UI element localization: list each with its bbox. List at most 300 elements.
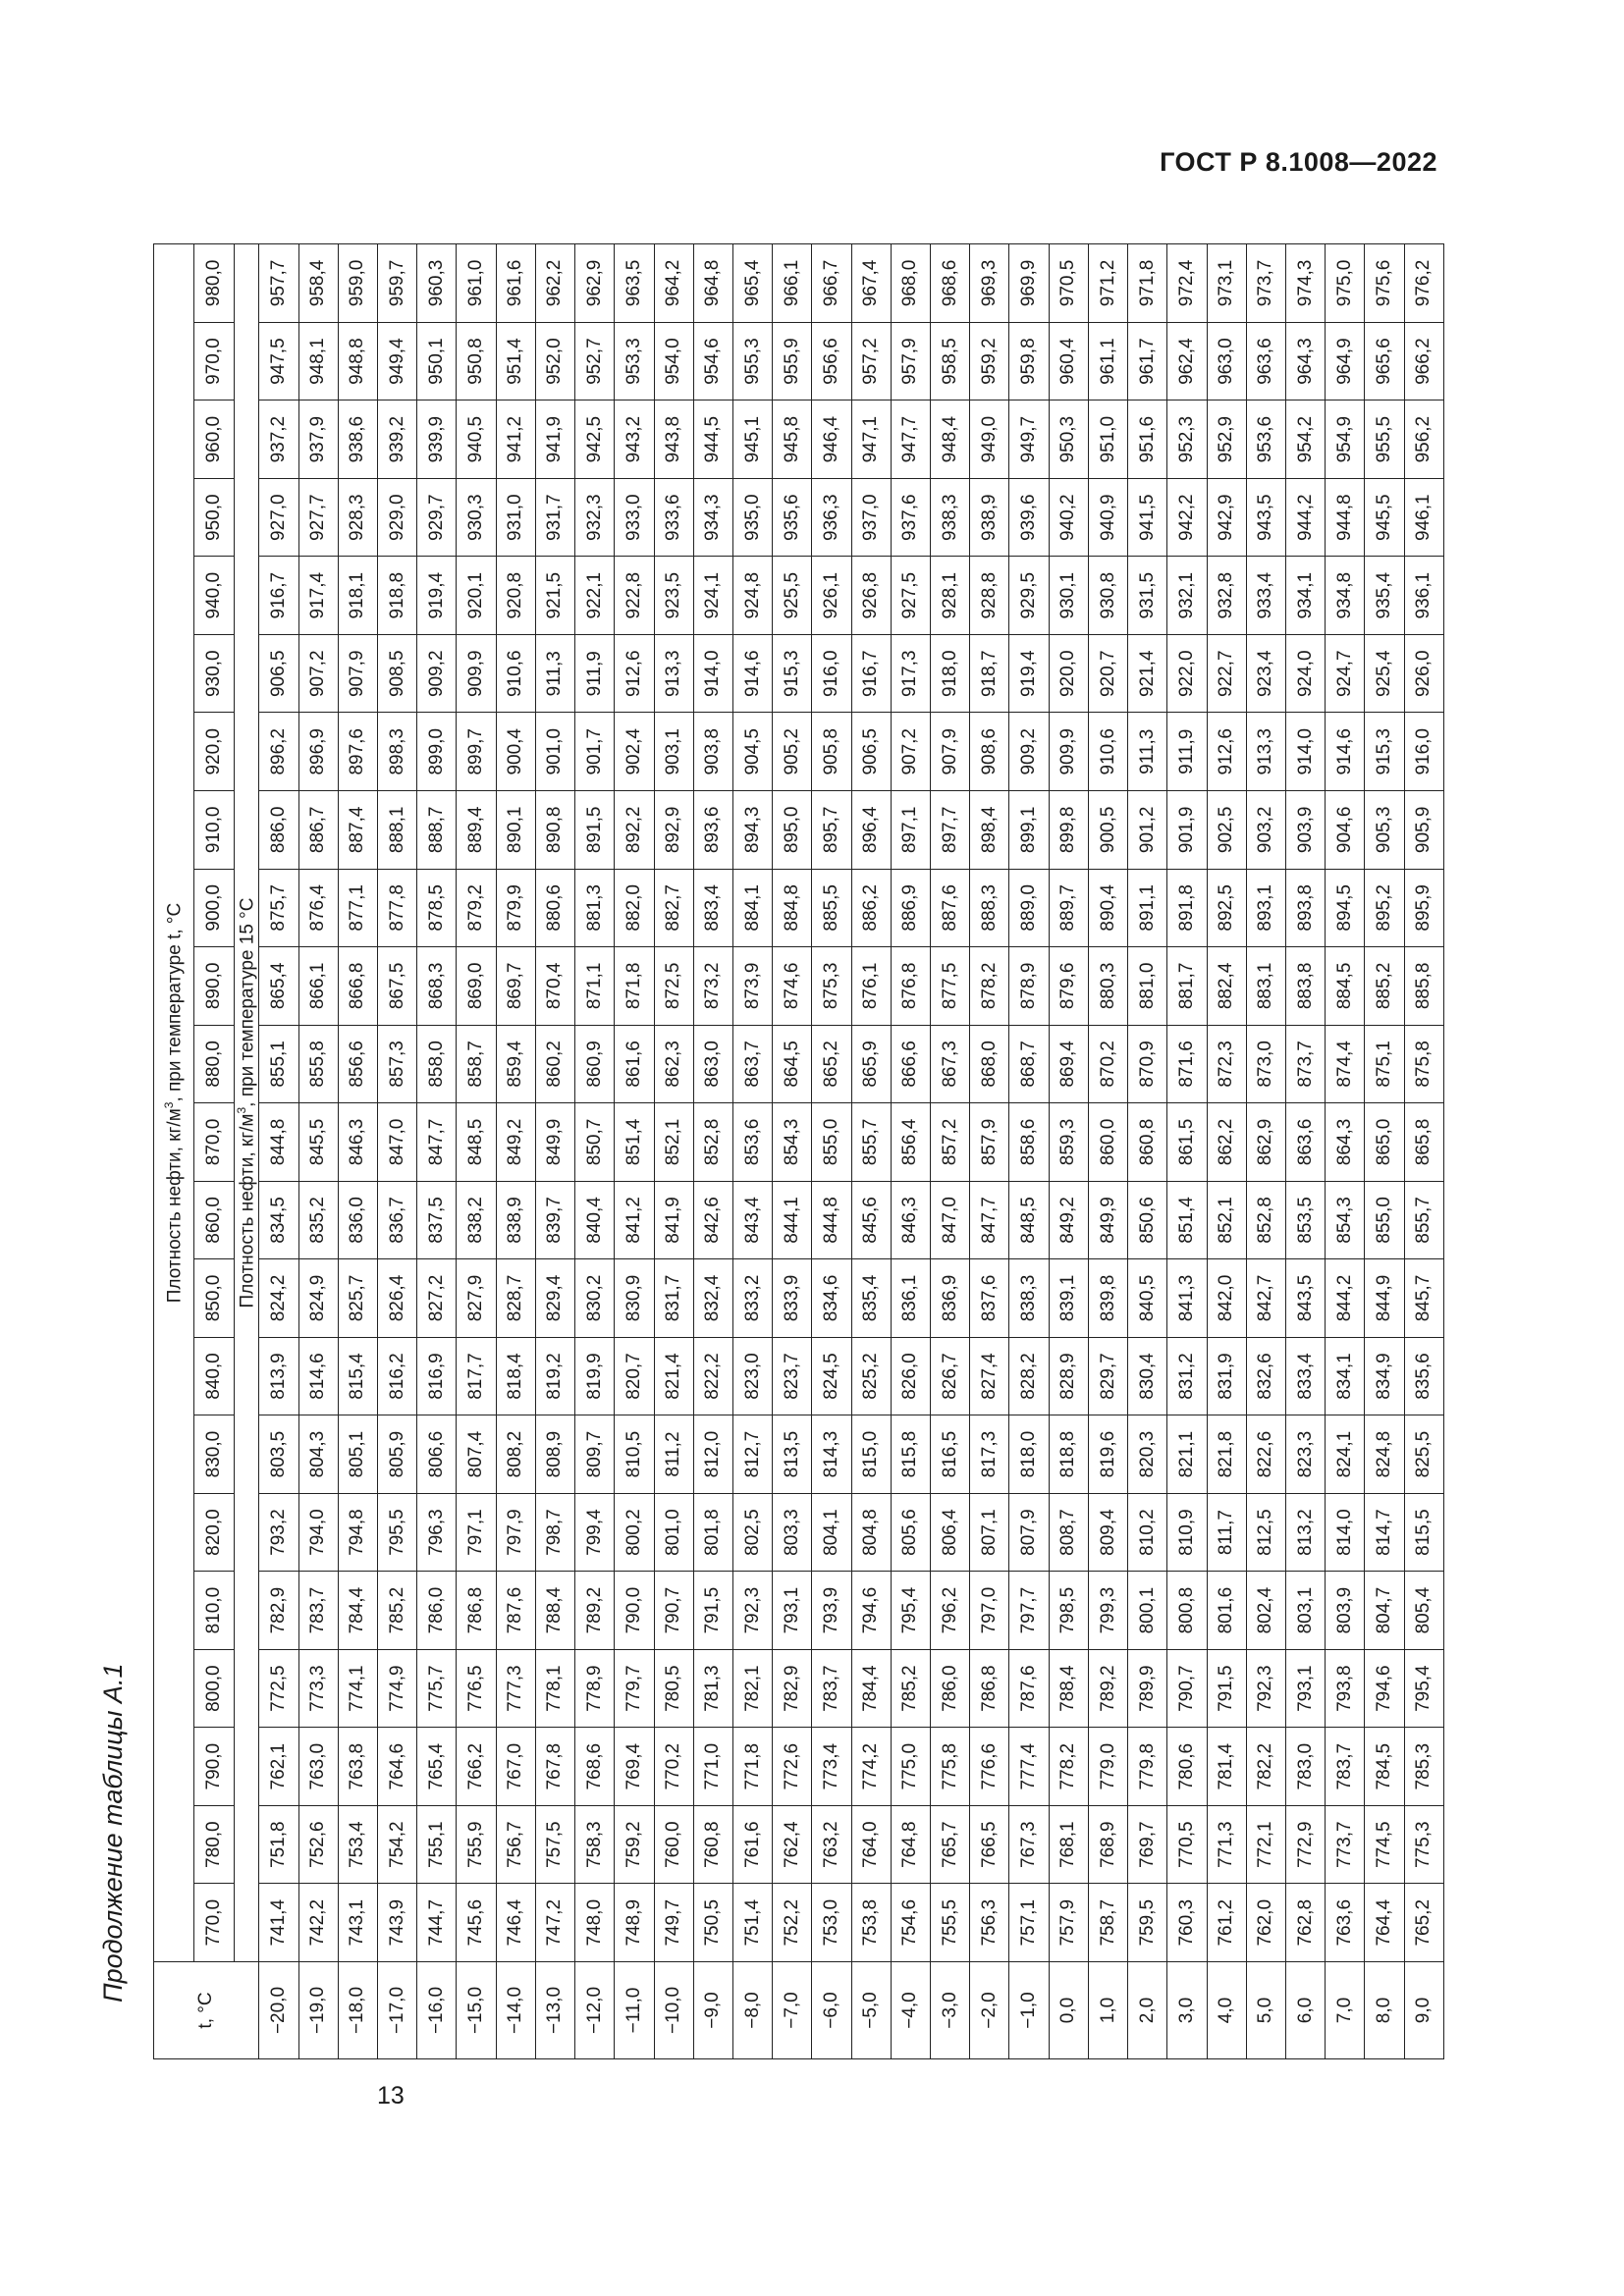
density-cell: 825,2 [851,1337,891,1415]
density-cell: 937,6 [891,478,930,557]
density-cell: 897,1 [891,791,930,870]
density-cell: 818,0 [1009,1415,1049,1494]
density-cell: 918,7 [970,634,1009,713]
density-cell: 804,7 [1365,1572,1404,1650]
density-cell: 819,2 [535,1337,574,1415]
density-cell: 942,2 [1167,478,1207,557]
density-cell: 828,9 [1049,1337,1088,1415]
density-cell: 805,6 [891,1493,930,1572]
density-column-header: 930,0 [194,634,235,713]
density-cell: 942,5 [575,400,615,479]
density-cell: 827,9 [457,1259,496,1338]
density-cell: 970,5 [1049,244,1088,323]
density-cell: 900,5 [1088,791,1127,870]
density-cell: 844,8 [259,1103,298,1182]
density-cell: 901,7 [575,713,615,791]
table-row [1246,244,1285,2059]
density-cell: 913,3 [1246,713,1285,791]
density-cell: 886,9 [891,869,930,947]
density-cell: 844,8 [812,1181,851,1259]
density-cell: 821,1 [1167,1415,1207,1494]
table-row [812,244,851,2059]
table-row [654,244,693,2059]
density-cell: 849,2 [1049,1181,1088,1259]
density-cell: 961,0 [457,244,496,323]
density-cell: 767,3 [1009,1805,1049,1884]
density-cell: 853,5 [1286,1181,1326,1259]
density-cell: 878,5 [417,869,457,947]
density-cell: 797,9 [496,1493,535,1572]
density-cell: 856,4 [891,1103,930,1182]
density-column-header: 770,0 [194,1884,235,1962]
density-cell: 806,4 [931,1493,970,1572]
density-cell: 924,7 [1326,634,1365,713]
density-cell: 905,3 [1365,791,1404,870]
density-cell: 951,4 [496,322,535,400]
density-cell: 968,6 [931,244,970,323]
density-cell: 866,1 [298,947,338,1026]
density-cell: 939,9 [417,400,457,479]
density-cell: 919,4 [417,557,457,635]
density-cell: 819,9 [575,1337,615,1415]
density-cell: 821,4 [654,1337,693,1415]
density-cell: 801,6 [1207,1572,1246,1650]
density-cell: 849,2 [496,1103,535,1182]
density-cell: 932,8 [1207,557,1246,635]
density-cell: 934,3 [693,478,732,557]
density-cell: 887,4 [338,791,377,870]
density-cell: 743,9 [377,1884,416,1962]
density-cell: 751,8 [259,1805,298,1884]
density-cell: 816,2 [377,1337,416,1415]
temperature-cell: 9,0 [1404,1962,1443,2059]
density-cell: 918,0 [931,634,970,713]
density-cell: 788,4 [535,1572,574,1650]
density-cell: 890,1 [496,791,535,870]
density-cell: 947,1 [851,400,891,479]
density-cell: 763,8 [338,1728,377,1806]
density-cell: 760,0 [654,1805,693,1884]
density-cell: 947,5 [259,322,298,400]
density-cell: 770,2 [654,1728,693,1806]
density-cell: 924,8 [732,557,772,635]
density-cell: 748,0 [575,1884,615,1962]
density-cell: 940,9 [1088,478,1127,557]
density-cell: 783,7 [812,1649,851,1728]
density-cell: 858,6 [1009,1103,1049,1182]
density-cell: 937,9 [298,400,338,479]
density-cell: 773,3 [298,1649,338,1728]
density-cell: 907,9 [338,634,377,713]
density-cell: 881,7 [1167,947,1207,1026]
density-cell: 780,5 [654,1649,693,1728]
density-cell: 933,0 [615,478,654,557]
density-cell: 940,5 [457,400,496,479]
table-row [693,244,732,2059]
density-cell: 877,5 [931,947,970,1026]
density-cell: 931,7 [535,478,574,557]
density-cell: 952,9 [1207,400,1246,479]
temperature-cell: −5,0 [851,1962,891,2059]
density-cell: 790,0 [615,1572,654,1650]
density-cell: 752,6 [298,1805,338,1884]
density-cell: 941,2 [496,400,535,479]
density-cell: 756,7 [496,1805,535,1884]
density-cell: 934,8 [1326,557,1365,635]
density-cell: 812,5 [1246,1493,1285,1572]
density-cell: 807,4 [457,1415,496,1494]
density-cell: 743,1 [338,1884,377,1962]
density-cell: 794,8 [338,1493,377,1572]
density-cell: 893,8 [1286,869,1326,947]
density-cell: 906,5 [259,634,298,713]
density-cell: 890,8 [535,791,574,870]
density-cell: 848,5 [1009,1181,1049,1259]
density-cell: 756,3 [970,1884,1009,1962]
density-cell: 817,3 [970,1415,1009,1494]
density-cell: 865,9 [851,1025,891,1103]
density-cell: 807,1 [970,1493,1009,1572]
density-cell: 898,4 [970,791,1009,870]
density-cell: 742,2 [298,1884,338,1962]
density-cell: 878,2 [970,947,1009,1026]
density-cell: 907,2 [298,634,338,713]
density-cell: 872,3 [1207,1025,1246,1103]
density-cell: 830,2 [575,1259,615,1338]
density-cell: 763,2 [812,1805,851,1884]
table-row [1207,244,1246,2059]
density-cell: 953,3 [615,322,654,400]
density-cell: 766,2 [457,1728,496,1806]
density-cell: 799,4 [575,1493,615,1572]
density-cell: 899,0 [417,713,457,791]
density-column-header: 980,0 [194,244,235,323]
density-cell: 825,7 [338,1259,377,1338]
density-column-header: 880,0 [194,1025,235,1103]
density-cell: 902,4 [615,713,654,791]
density-cell: 852,1 [654,1103,693,1182]
density-cell: 789,9 [1128,1649,1167,1728]
density-column-header: 910,0 [194,791,235,870]
density-cell: 769,4 [615,1728,654,1806]
density-cell: 868,0 [970,1025,1009,1103]
table-row [1009,244,1049,2059]
density-cell: 872,5 [654,947,693,1026]
density-column-header: 860,0 [194,1181,235,1259]
density-cell: 885,5 [812,869,851,947]
density-cell: 897,7 [931,791,970,870]
density-cell: 930,8 [1088,557,1127,635]
density-cell: 804,1 [812,1493,851,1572]
density-cell: 801,0 [654,1493,693,1572]
density-cell: 963,6 [1246,322,1285,400]
density-cell: 938,6 [338,400,377,479]
density-cell: 878,9 [1009,947,1049,1026]
table-row [496,244,535,2059]
density-cell: 798,5 [1049,1572,1088,1650]
density-cell: 966,2 [1404,322,1443,400]
temperature-cell: 8,0 [1365,1962,1404,2059]
density-cell: 788,4 [1049,1649,1088,1728]
density-cell: 954,0 [654,322,693,400]
density-cell: 904,5 [732,713,772,791]
density-cell: 841,2 [615,1181,654,1259]
density-cell: 758,3 [575,1805,615,1884]
density-cell: 957,2 [851,322,891,400]
density-cell: 945,8 [773,400,812,479]
density-cell: 964,9 [1326,322,1365,400]
density-cell: 973,7 [1246,244,1285,323]
density-cell: 961,7 [1128,322,1167,400]
density-cell: 862,3 [654,1025,693,1103]
density-cell: 928,1 [931,557,970,635]
density-cell: 795,4 [1404,1649,1443,1728]
density-column-header: 920,0 [194,713,235,791]
density-cell: 849,9 [535,1103,574,1182]
density-cell: 784,4 [851,1649,891,1728]
density-cell: 884,1 [732,869,772,947]
density-cell: 914,0 [693,634,732,713]
density-cell: 905,8 [812,713,851,791]
density-cell: 813,2 [1286,1493,1326,1572]
density-cell: 783,7 [298,1572,338,1650]
density-cell: 923,4 [1246,634,1285,713]
density-cell: 808,9 [535,1415,574,1494]
density-cell: 941,5 [1128,478,1167,557]
document-code: ГОСТ Р 8.1008—2022 [1160,147,1437,177]
density-cell: 949,4 [377,322,416,400]
density-cell: 763,0 [298,1728,338,1806]
density-cell: 866,8 [338,947,377,1026]
table-row [891,244,930,2059]
density-cell: 920,8 [496,557,535,635]
density-cell: 858,7 [457,1025,496,1103]
density-cell: 800,1 [1128,1572,1167,1650]
density-cell: 908,6 [970,713,1009,791]
density-cell: 814,0 [1326,1493,1365,1572]
density-cell: 745,6 [457,1884,496,1962]
density-cell: 813,5 [773,1415,812,1494]
density-cell: 845,7 [1404,1259,1443,1338]
density-cell: 929,7 [417,478,457,557]
density-cell: 868,3 [417,947,457,1026]
temperature-cell: −1,0 [1009,1962,1049,2059]
density-cell: 815,4 [338,1337,377,1415]
temperature-cell: −9,0 [693,1962,732,2059]
table-row [298,244,338,2059]
density-cell: 860,8 [1128,1103,1167,1182]
temperature-cell: −15,0 [457,1962,496,2059]
density-cell: 911,9 [1167,713,1207,791]
density-cell: 864,3 [1326,1103,1365,1182]
density-cell: 944,8 [1326,478,1365,557]
density-cell: 764,8 [891,1805,930,1884]
density-cell: 965,4 [732,244,772,323]
density-cell: 898,3 [377,713,416,791]
density-cell: 899,1 [1009,791,1049,870]
density-cell: 902,5 [1207,791,1246,870]
temperature-cell: −10,0 [654,1962,693,2059]
density-cell: 889,7 [1049,869,1088,947]
density-cell: 891,5 [575,791,615,870]
density-cell: 860,0 [1088,1103,1127,1182]
temperature-cell: −11,0 [615,1962,654,2059]
density-cell: 963,0 [1207,322,1246,400]
density-cell: 753,4 [338,1805,377,1884]
density-cell: 937,2 [259,400,298,479]
density-cell: 809,4 [1088,1493,1127,1572]
density-cell: 793,1 [1286,1649,1326,1728]
density-cell: 855,7 [851,1103,891,1182]
density-cell: 945,5 [1365,478,1404,557]
density-cell: 941,9 [535,400,574,479]
density-cell: 911,3 [535,634,574,713]
density-cell: 857,2 [931,1103,970,1182]
density-cell: 812,0 [693,1415,732,1494]
density-cell: 903,9 [1286,791,1326,870]
density-cell: 764,0 [851,1805,891,1884]
density-cell: 815,8 [891,1415,930,1494]
density-cell: 964,8 [693,244,732,323]
density-cell: 959,7 [377,244,416,323]
density-cell: 912,6 [1207,713,1246,791]
density-cell: 927,0 [259,478,298,557]
density-cell: 761,2 [1207,1884,1246,1962]
density-cell: 773,7 [1326,1805,1365,1884]
density-cell: 932,3 [575,478,615,557]
density-cell: 909,9 [457,634,496,713]
density-cell: 832,6 [1246,1337,1285,1415]
density-cell: 895,2 [1365,869,1404,947]
density-cell: 964,2 [654,244,693,323]
density-cell: 744,7 [417,1884,457,1962]
temperature-cell: −18,0 [338,1962,377,2059]
density-cell: 863,6 [1286,1103,1326,1182]
density-cell: 782,2 [1246,1728,1285,1806]
density-cell: 949,7 [1009,400,1049,479]
density-cell: 951,0 [1088,400,1127,479]
density-cell: 904,6 [1326,791,1365,870]
temperature-cell: −6,0 [812,1962,851,2059]
density-cell: 852,1 [1207,1181,1246,1259]
density-cell: 871,6 [1167,1025,1207,1103]
density-cell: 886,7 [298,791,338,870]
density-cell: 926,1 [812,557,851,635]
density-cell: 965,6 [1365,322,1404,400]
density-cell: 836,7 [377,1181,416,1259]
density-cell: 839,1 [1049,1259,1088,1338]
density-cell: 934,1 [1286,557,1326,635]
density-cell: 893,6 [693,791,732,870]
density-cell: 750,5 [693,1884,732,1962]
density-cell: 897,6 [338,713,377,791]
density-cell: 888,7 [417,791,457,870]
sub-header: Плотность нефти, $кг/м^3$, при температуре 15 °C [235,244,259,1962]
density-cell: 819,6 [1088,1415,1127,1494]
density-cell: 903,2 [1246,791,1285,870]
table-row [1286,244,1326,2059]
density-cell: 939,2 [377,400,416,479]
density-cell: 901,0 [535,713,574,791]
density-cell: 895,0 [773,791,812,870]
density-cell: 922,0 [1167,634,1207,713]
density-cell: 944,5 [693,400,732,479]
density-cell: 870,9 [1128,1025,1167,1103]
density-cell: 785,3 [1404,1728,1443,1806]
density-cell: 797,0 [970,1572,1009,1650]
density-cell: 953,6 [1246,400,1285,479]
density-cell: 754,6 [891,1884,930,1962]
density-cell: 784,5 [1365,1728,1404,1806]
table-row [851,244,891,2059]
density-cell: 771,0 [693,1728,732,1806]
density-cell: 757,9 [1049,1884,1088,1962]
density-cell: 926,8 [851,557,891,635]
density-cell: 843,5 [1286,1259,1326,1338]
density-cell: 856,6 [338,1025,377,1103]
density-column-header: 900,0 [194,869,235,947]
density-cell: 830,9 [615,1259,654,1338]
density-cell: 836,9 [931,1259,970,1338]
density-cell: 769,7 [1128,1805,1167,1884]
table-row [1049,244,1088,2059]
density-cell: 899,8 [1049,791,1088,870]
density-cell: 775,8 [931,1728,970,1806]
density-cell: 864,5 [773,1025,812,1103]
density-cell: 855,7 [1404,1181,1443,1259]
density-cell: 761,6 [732,1805,772,1884]
density-cell: 939,6 [1009,478,1049,557]
density-cell: 762,1 [259,1728,298,1806]
table-row [1128,244,1167,2059]
density-cell: 832,4 [693,1259,732,1338]
density-cell: 865,0 [1365,1103,1404,1182]
density-cell: 787,6 [1009,1649,1049,1728]
density-cell: 888,3 [970,869,1009,947]
density-cell: 775,3 [1404,1805,1443,1884]
temperature-cell: 5,0 [1246,1962,1285,2059]
density-cell: 948,8 [338,322,377,400]
density-cell: 817,7 [457,1337,496,1415]
table-row [1088,244,1127,2059]
density-cell: 855,0 [1365,1181,1404,1259]
density-cell: 885,8 [1404,947,1443,1026]
density-cell: 890,4 [1088,869,1127,947]
density-cell: 868,7 [1009,1025,1049,1103]
density-cell: 958,5 [931,322,970,400]
density-cell: 875,1 [1365,1025,1404,1103]
temperature-cell: −7,0 [773,1962,812,2059]
density-cell: 883,1 [1246,947,1285,1026]
density-cell: 920,7 [1088,634,1127,713]
density-cell: 836,1 [891,1259,930,1338]
density-cell: 810,9 [1167,1493,1207,1572]
density-cell: 807,9 [1009,1493,1049,1572]
density-cell: 841,9 [654,1181,693,1259]
density-cell: 771,3 [1207,1805,1246,1884]
density-cell: 762,4 [773,1805,812,1884]
density-cell: 936,3 [812,478,851,557]
density-cell: 876,1 [851,947,891,1026]
density-cell: 859,4 [496,1025,535,1103]
density-cell: 829,4 [535,1259,574,1338]
table-row [457,244,496,2059]
density-cell: 887,6 [931,869,970,947]
density-cell: 818,8 [1049,1415,1088,1494]
density-cell: 765,2 [1404,1884,1443,1962]
density-cell: 857,3 [377,1025,416,1103]
density-cell: 847,7 [970,1181,1009,1259]
